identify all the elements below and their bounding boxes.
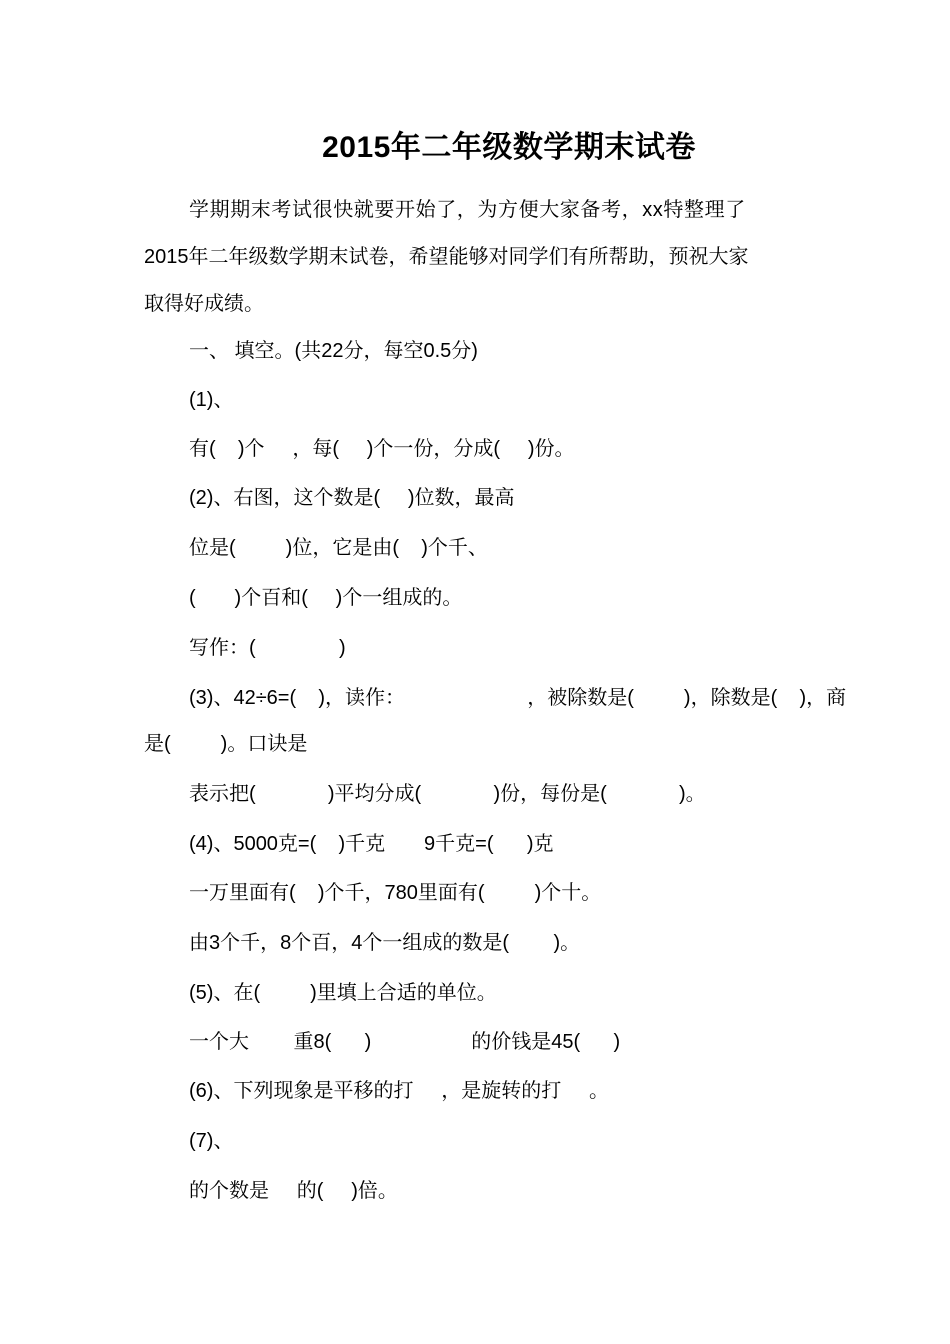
question-line: (2)、右图，这个数是( )位数，最高 — [189, 487, 515, 509]
question-line: 由3个千，8个百，4个一组成的数是( )。 — [189, 932, 581, 954]
intro-line-3: 取得好成绩。 — [144, 293, 264, 315]
question-line: 有( )个 ，每( )个一份，分成( )份。 — [189, 438, 575, 460]
intro-line-1: 学期期末考试很快就要开始了，为方便大家备考，xx特整理了 — [189, 199, 746, 221]
question-line: 表示把( )平均分成( )份，每份是( )。 — [189, 783, 706, 805]
question-line: 一个大 重8( ) 的价钱是45( ) — [189, 1031, 621, 1053]
intro-line-2: 2015年二年级数学期末试卷，希望能够对同学们有所帮助，预祝大家 — [144, 246, 749, 268]
question-line: (1)、 — [189, 389, 234, 411]
question-line: 是( )。口诀是 — [144, 733, 308, 755]
section-heading: 一、 填空。(共22分，每空0.5分) — [189, 340, 478, 362]
question-line: 的个数是 的( )倍。 — [189, 1180, 398, 1202]
question-line: (3)、42÷6=( )，读作： ，被除数是( )，除数是( )，商 — [189, 687, 847, 709]
question-line: 一万里面有( )个千，780里面有( )个十。 — [189, 882, 602, 904]
document-title: 2015年二年级数学期末试卷 — [322, 131, 696, 164]
question-line: (6)、下列现象是平移的打 ，是旋转的打 。 — [189, 1080, 610, 1102]
question-line: ( )个百和( )个一组成的。 — [189, 587, 463, 609]
question-line: (4)、5000克=( )千克 9千克=( )克 — [189, 833, 554, 855]
question-line: (5)、在( )里填上合适的单位。 — [189, 982, 497, 1004]
question-line: 位是( )位，它是由( )个千、 — [189, 537, 488, 559]
question-line: 写作：( ) — [189, 637, 346, 659]
question-line: (7)、 — [189, 1130, 234, 1152]
